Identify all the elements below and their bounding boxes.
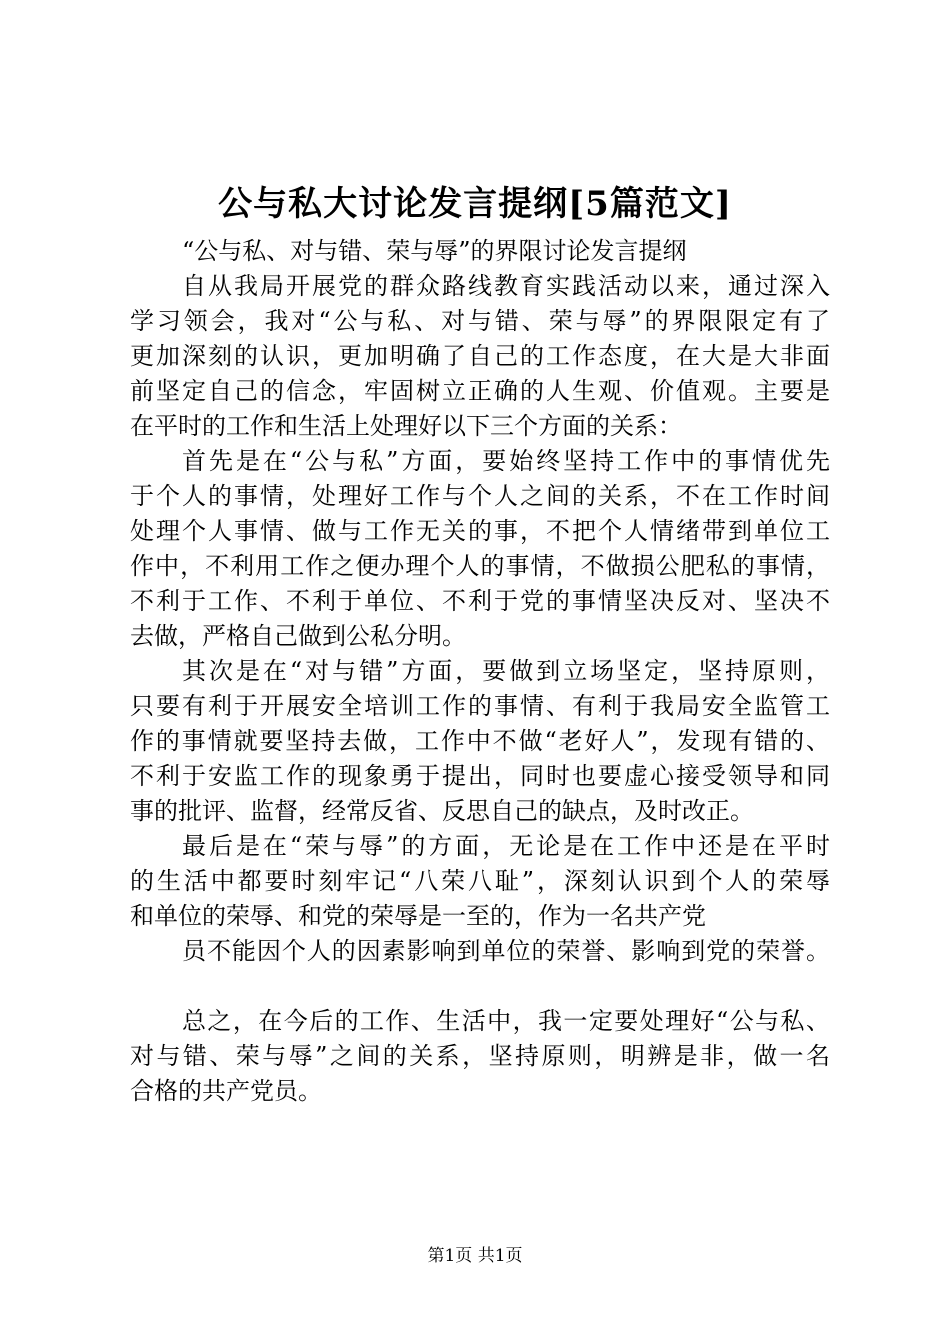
text-line: 作中，不利用工作之便办理个人的事情，不做损公肥私的事情， [130, 552, 830, 580]
text-line: 员不能因个人的因素影响到单位的荣誉、影响到党的荣誉。 [182, 937, 830, 965]
text-line: 自从我局开展党的群众路线教育实践活动以来，通过深入 [182, 272, 830, 300]
text-line: “公与私、对与错、荣与辱”的界限讨论发言提纲 [182, 237, 687, 265]
text-line: 只要有利于开展安全培训工作的事情、有利于我局安全监管工 [130, 692, 830, 720]
text-line: 总之，在今后的工作、生活中，我一定要处理好“公与私、 [182, 1007, 830, 1035]
document-body [130, 234, 830, 1109]
text-line: 更加深刻的认识，更加明确了自己的工作态度，在大是大非面 [130, 342, 830, 370]
text-line: 事的批评、监督，经常反省、反思自己的缺点，及时改正。 [130, 797, 754, 825]
text-line: 不利于安监工作的现象勇于提出，同时也要虚心接受领导和同 [130, 762, 830, 790]
document-title: 公与私大讨论发言提纲[5篇范文] [218, 184, 732, 224]
text-line: 的生活中都要时刻牢记“八荣八耻”，深刻认识到个人的荣辱 [130, 867, 830, 895]
text-line: 和单位的荣辱、和党的荣辱是一至的，作为一名共产党 [130, 902, 706, 930]
text-line: 不利于工作、不利于单位、不利于党的事情坚决反对、坚决不 [130, 587, 830, 615]
text-line: 首先是在“公与私”方面，要始终坚持工作中的事情优先 [182, 447, 830, 475]
text-line: 合格的共产党员。 [130, 1077, 322, 1105]
blank-line [130, 969, 830, 1004]
text-line: 其次是在“对与错”方面，要做到立场坚定，坚持原则， [182, 657, 830, 685]
text-line: 于个人的事情，处理好工作与个人之间的关系，不在工作时间 [130, 482, 830, 510]
text-line: 最后是在“荣与辱”的方面，无论是在工作中还是在平时 [182, 832, 830, 860]
text-line: 去做，严格自己做到公私分明。 [130, 622, 466, 650]
text-line: 学习领会，我对“公与私、对与错、荣与辱”的界限限定有了 [130, 307, 830, 335]
page-footer: 第1页 共1页 [427, 1246, 523, 1266]
text-line: 对与错、荣与辱”之间的关系，坚持原则，明辨是非，做一名 [130, 1042, 830, 1070]
text-line: 在平时的工作和生活上处理好以下三个方面的关系： [130, 412, 682, 440]
text-line: 作的事情就要坚持去做，工作中不做“老好人”，发现有错的、 [130, 727, 830, 755]
text-line: 前坚定自己的信念，牢固树立正确的人生观、价值观。主要是 [130, 377, 830, 405]
text-line: 处理个人事情、做与工作无关的事，不把个人情绪带到单位工 [130, 517, 830, 545]
